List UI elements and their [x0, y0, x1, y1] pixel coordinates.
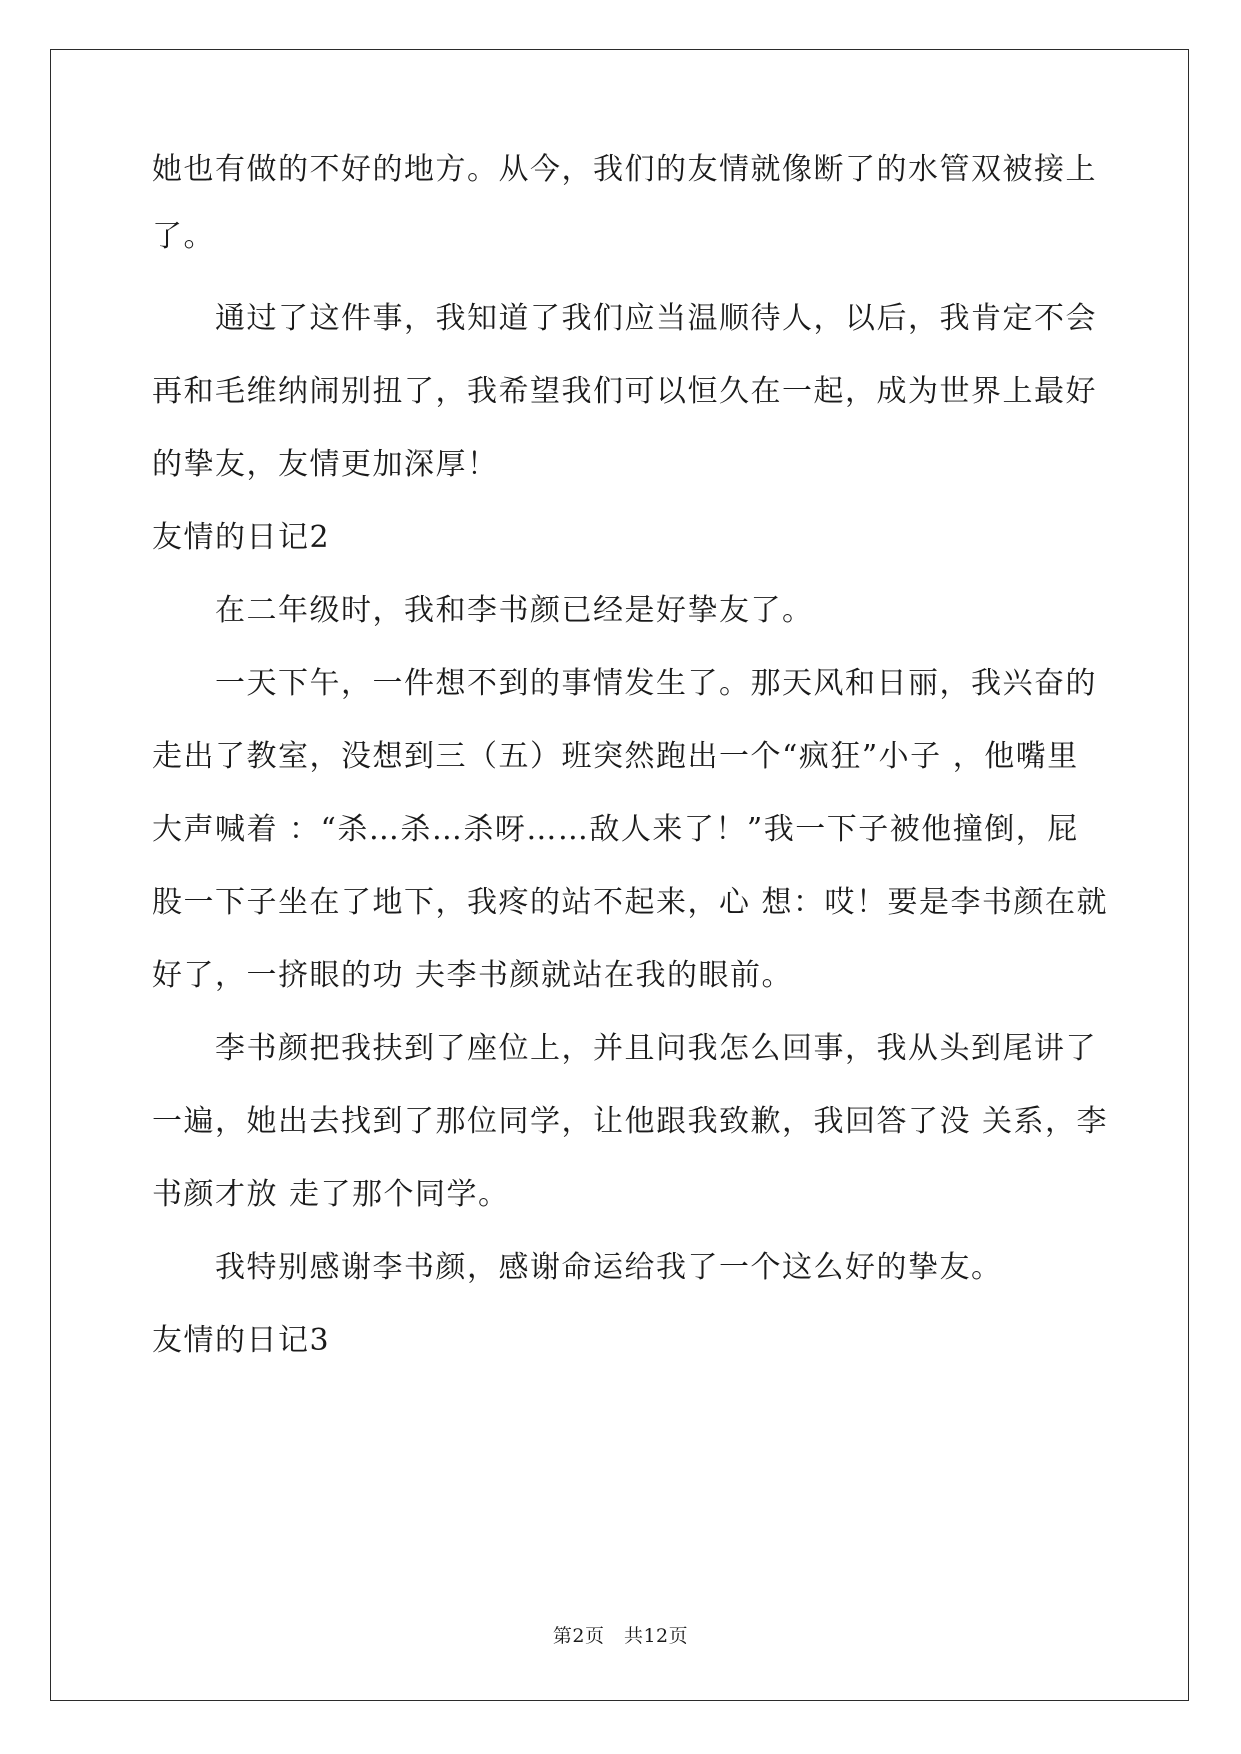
- paragraph-line: 我特别感谢李书颜，感谢命运给我了一个这么好的挚友。: [215, 1250, 1003, 1285]
- paragraph-line: 的挚友，友情更加深厚！: [152, 447, 499, 482]
- paragraph-line: 在二年级时，我和李书颜已经是好挚友了。: [215, 593, 814, 628]
- paragraph-line: 通过了这件事，我知道了我们应当温顺待人，以后，我肯定不会: [215, 301, 1097, 336]
- paragraph-line: 好了，一挤眼的功 夫李书颜就站在我的眼前。: [152, 958, 794, 993]
- paragraph-line: 她也有做的不好的地方。从今，我们的友情就像断了的水管双被接上: [152, 152, 1097, 187]
- paragraph-line: 李书颜把我扶到了座位上，并且问我怎么回事，我从头到尾讲了: [215, 1031, 1097, 1066]
- paragraph-line: 一天下午，一件想不到的事情发生了。那天风和日丽，我兴奋的: [215, 666, 1097, 701]
- paragraph-line: 走出了教室，没想到三（五）班突然跑出一个“疯狂”小子 ，他嘴里: [152, 739, 1079, 774]
- paragraph-line: 一遍，她出去找到了那位同学，让他跟我致歉，我回答了没 关系，李: [152, 1104, 1109, 1139]
- page-number-footer: 第2页 共12页: [552, 1625, 689, 1647]
- page-border: [50, 49, 1189, 1701]
- paragraph-line: 股一下子坐在了地下，我疼的站不起来，心 想：哎！要是李书颜在就: [152, 885, 1109, 920]
- section-heading: 友情的日记3: [152, 1323, 331, 1358]
- paragraph-line: 再和毛维纳闹别扭了，我希望我们可以恒久在一起，成为世界上最好: [152, 374, 1097, 409]
- paragraph-line: 书颜才放 走了那个同学。: [152, 1177, 510, 1212]
- paragraph-line: 大声喊着 ：“杀…杀…杀呀……敌人来了！”我一下子被他撞倒，屁: [152, 812, 1079, 847]
- section-heading: 友情的日记2: [152, 520, 331, 555]
- paragraph-line: 了。: [152, 219, 215, 254]
